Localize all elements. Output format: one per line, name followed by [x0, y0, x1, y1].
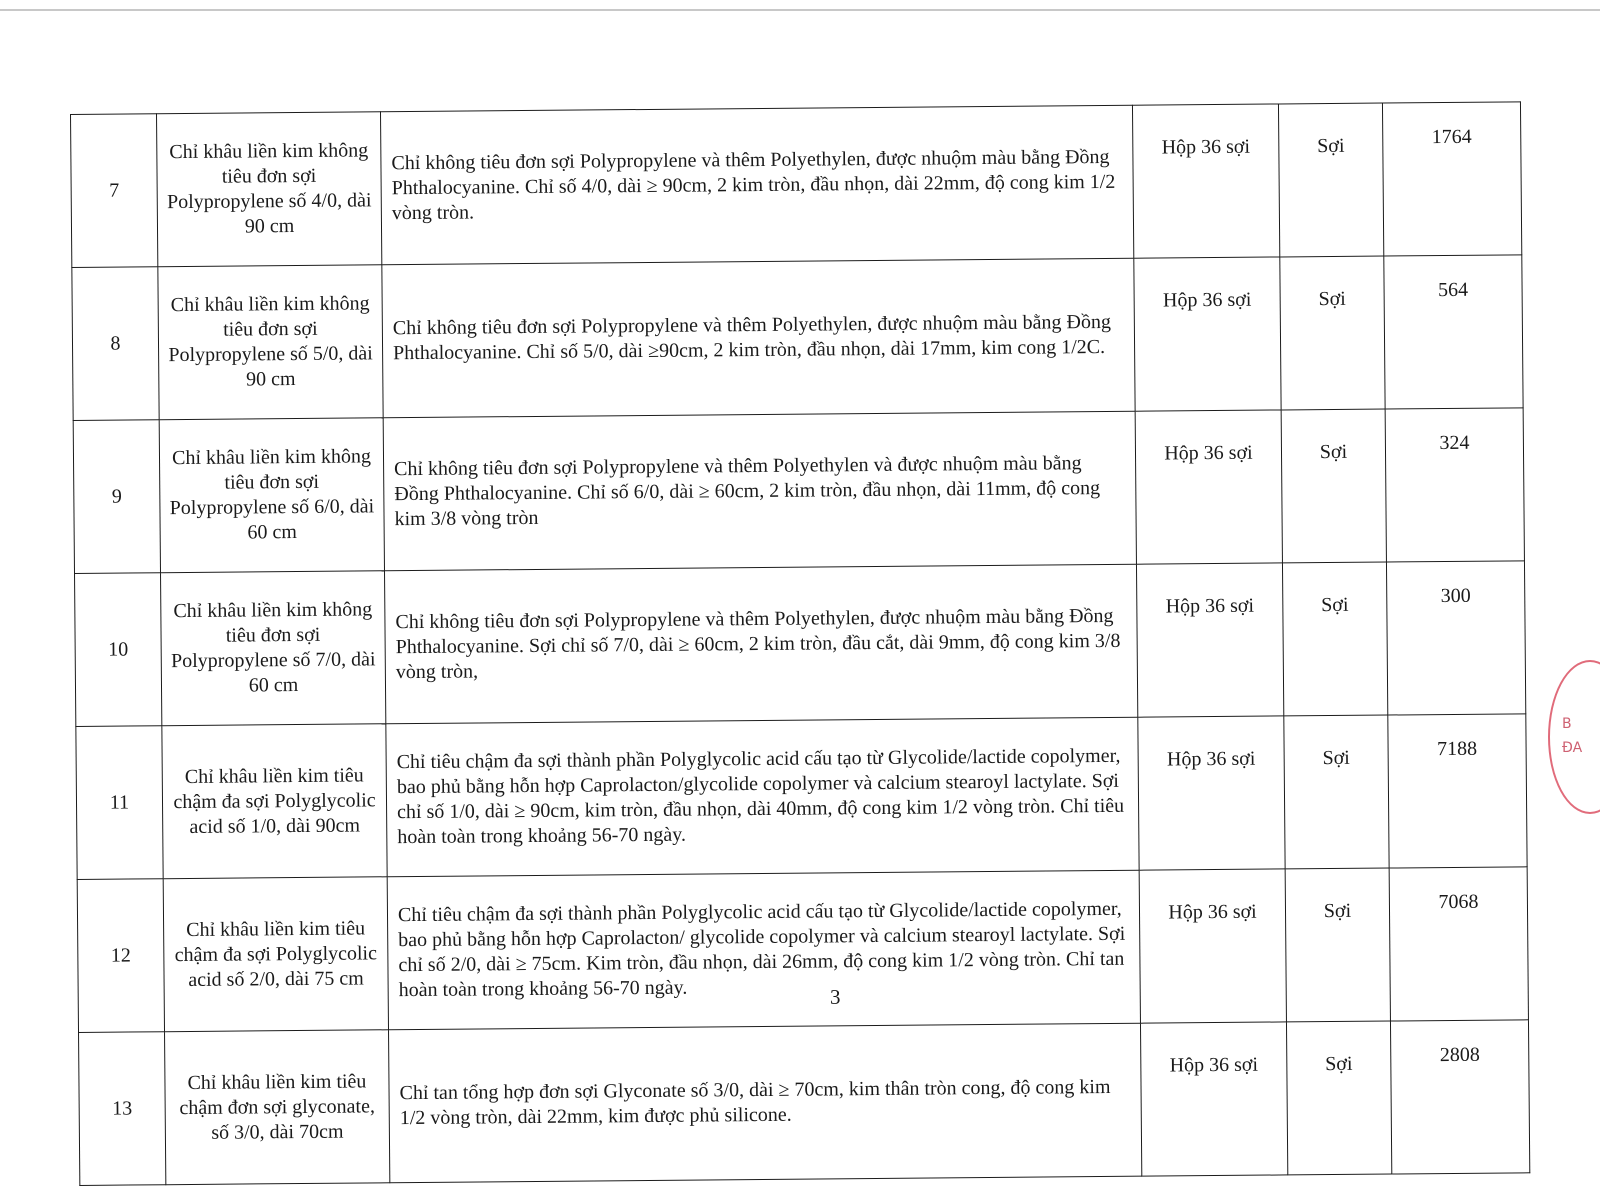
item-name: Chỉ khâu liền kim tiêu chậm đa sợi Polyglycolic acid số 2/0, dài 75 cm: [163, 877, 388, 1032]
row-number: 8: [72, 267, 159, 421]
item-name: Chỉ khâu liền kim tiêu chậm đa sợi Polyglycolic acid số 1/0, dài 90cm: [162, 724, 387, 879]
item-unit: Sợi: [1280, 256, 1385, 410]
item-quantity: 1764: [1382, 102, 1521, 256]
row-number: 12: [77, 879, 164, 1033]
page-number: 3: [830, 985, 841, 1009]
item-description: Chỉ tiêu chậm đa sợi thành phần Polyglycolic acid cấu tạo từ Glycolide/lactide copolymer, bao phủ bằng hỗn hợp Caprolacton/ glycolide copolymer và calcium stearoyl lactylate. Sợi chỉ số 2/0, dài ≥ 75cm. Kim tròn, đầu nhọn, dài 26mm, độ cong kim 1/2 vòng tròn. Chỉ tan hoàn toàn trong khoảng 56-70 ngày.: [387, 870, 1140, 1030]
item-description: Chỉ tiêu chậm đa sợi thành phần Polyglycolic acid cấu tạo từ Glycolide/lactide copolymer, bao phủ bằng hỗn hợp Caprolacton/glycolide copolymer và calcium stearoyl lactylate. Sợi chỉ số 1/0, dài ≥ 90cm, kim tròn, đầu nhọn, dài 40mm, độ cong kim 1/2 vòng tròn. Chỉ tiêu hoàn toàn trong khoảng 56-70 ngày.: [386, 717, 1139, 877]
item-description: Chỉ không tiêu đơn sợi Polypropylene và thêm Polyethylen, được nhuộm màu bằng Đồng Phthalocyanine. Chỉ số 5/0, dài ≥90cm, 2 kim tròn, đầu nhọn, dài 17mm, kim cong 1/2C.: [382, 258, 1135, 418]
item-packing: Hộp 36 sợi: [1139, 869, 1286, 1023]
item-name: Chỉ khâu liền kim không tiêu đơn sợi Polypropylene số 6/0, dài 60 cm: [159, 418, 384, 573]
item-quantity: 7188: [1388, 714, 1527, 868]
item-unit: Sợi: [1286, 1021, 1391, 1175]
item-quantity: 2808: [1390, 1020, 1529, 1174]
row-number: 10: [75, 573, 162, 727]
item-description: Chỉ tan tổng hợp đơn sợi Glyconate số 3/0, dài ≥ 70cm, kim thân tròn cong, độ cong kim 1/2 vòng tròn, dài 22mm, kim được phủ silicone.: [389, 1023, 1142, 1183]
row-number: 9: [73, 420, 160, 574]
item-packing: Hộp 36 sợi: [1136, 563, 1283, 717]
table-row: [77, 867, 1528, 1033]
item-unit: Sợi: [1278, 103, 1383, 257]
table-row: [75, 561, 1526, 727]
supply-table: [70, 101, 1530, 1186]
row-number: 7: [71, 114, 158, 268]
item-quantity: 7068: [1389, 867, 1528, 1021]
table-row: [73, 408, 1524, 574]
table-row: [72, 255, 1523, 421]
item-description: Chỉ không tiêu đơn sợi Polypropylene và thêm Polyethylen, được nhuộm màu bằng Đồng Phthalocyanine. Sợi chỉ số 7/0, dài ≥ 60cm, 2 kim tròn, đầu cắt, dài 9mm, độ cong kim 3/8 vòng tròn,: [384, 564, 1137, 724]
table-row: [76, 714, 1527, 880]
item-quantity: 300: [1386, 561, 1525, 715]
item-unit: Sợi: [1281, 409, 1386, 563]
item-unit: Sợi: [1284, 715, 1389, 869]
stamp-text: ĐA: [1562, 740, 1583, 756]
item-name: Chỉ khâu liền kim không tiêu đơn sợi Polypropylene số 4/0, dài 90 cm: [157, 112, 382, 267]
scan-edge-line: [0, 9, 1600, 11]
supply-table-wrapper: [70, 101, 1530, 1186]
red-seal-stamp: [1548, 660, 1600, 814]
item-name: Chỉ khâu liền kim tiêu chậm đơn sợi glyconate, số 3/0, dài 70cm: [165, 1030, 390, 1185]
item-quantity: 324: [1385, 408, 1524, 562]
item-packing: Hộp 36 sợi: [1135, 410, 1282, 564]
item-packing: Hộp 36 sợi: [1140, 1022, 1287, 1176]
table-row: [79, 1020, 1530, 1186]
item-packing: Hộp 36 sợi: [1134, 257, 1281, 411]
table-row: [71, 102, 1522, 268]
item-description: Chỉ không tiêu đơn sợi Polypropylene và thêm Polyethylen, được nhuộm màu bằng Đồng Phthalocyanine. Chỉ số 4/0, dài ≥ 90cm, 2 kim tròn, đầu nhọn, dài 22mm, độ cong kim 1/2 vòng tròn.: [380, 105, 1133, 265]
row-number: 13: [79, 1032, 166, 1186]
item-name: Chỉ khâu liền kim không tiêu đơn sợi Polypropylene số 7/0, dài 60 cm: [161, 571, 386, 726]
item-name: Chỉ khâu liền kim không tiêu đơn sợi Polypropylene số 5/0, dài 90 cm: [158, 265, 383, 420]
item-unit: Sợi: [1285, 868, 1390, 1022]
item-description: Chỉ không tiêu đơn sợi Polypropylene và thêm Polyethylen và được nhuộm màu bằng Đồng Phthalocyanine. Chỉ số 6/0, dài ≥ 60cm, 2 kim tròn, đầu nhọn, dài 11mm, độ cong kim 3/8 vòng tròn: [383, 411, 1136, 571]
stamp-text: B: [1562, 716, 1572, 732]
row-number: 11: [76, 726, 163, 880]
item-quantity: 564: [1384, 255, 1523, 409]
item-packing: Hộp 36 sợi: [1132, 104, 1279, 258]
item-unit: Sợi: [1282, 562, 1387, 716]
item-packing: Hộp 36 sợi: [1138, 716, 1285, 870]
